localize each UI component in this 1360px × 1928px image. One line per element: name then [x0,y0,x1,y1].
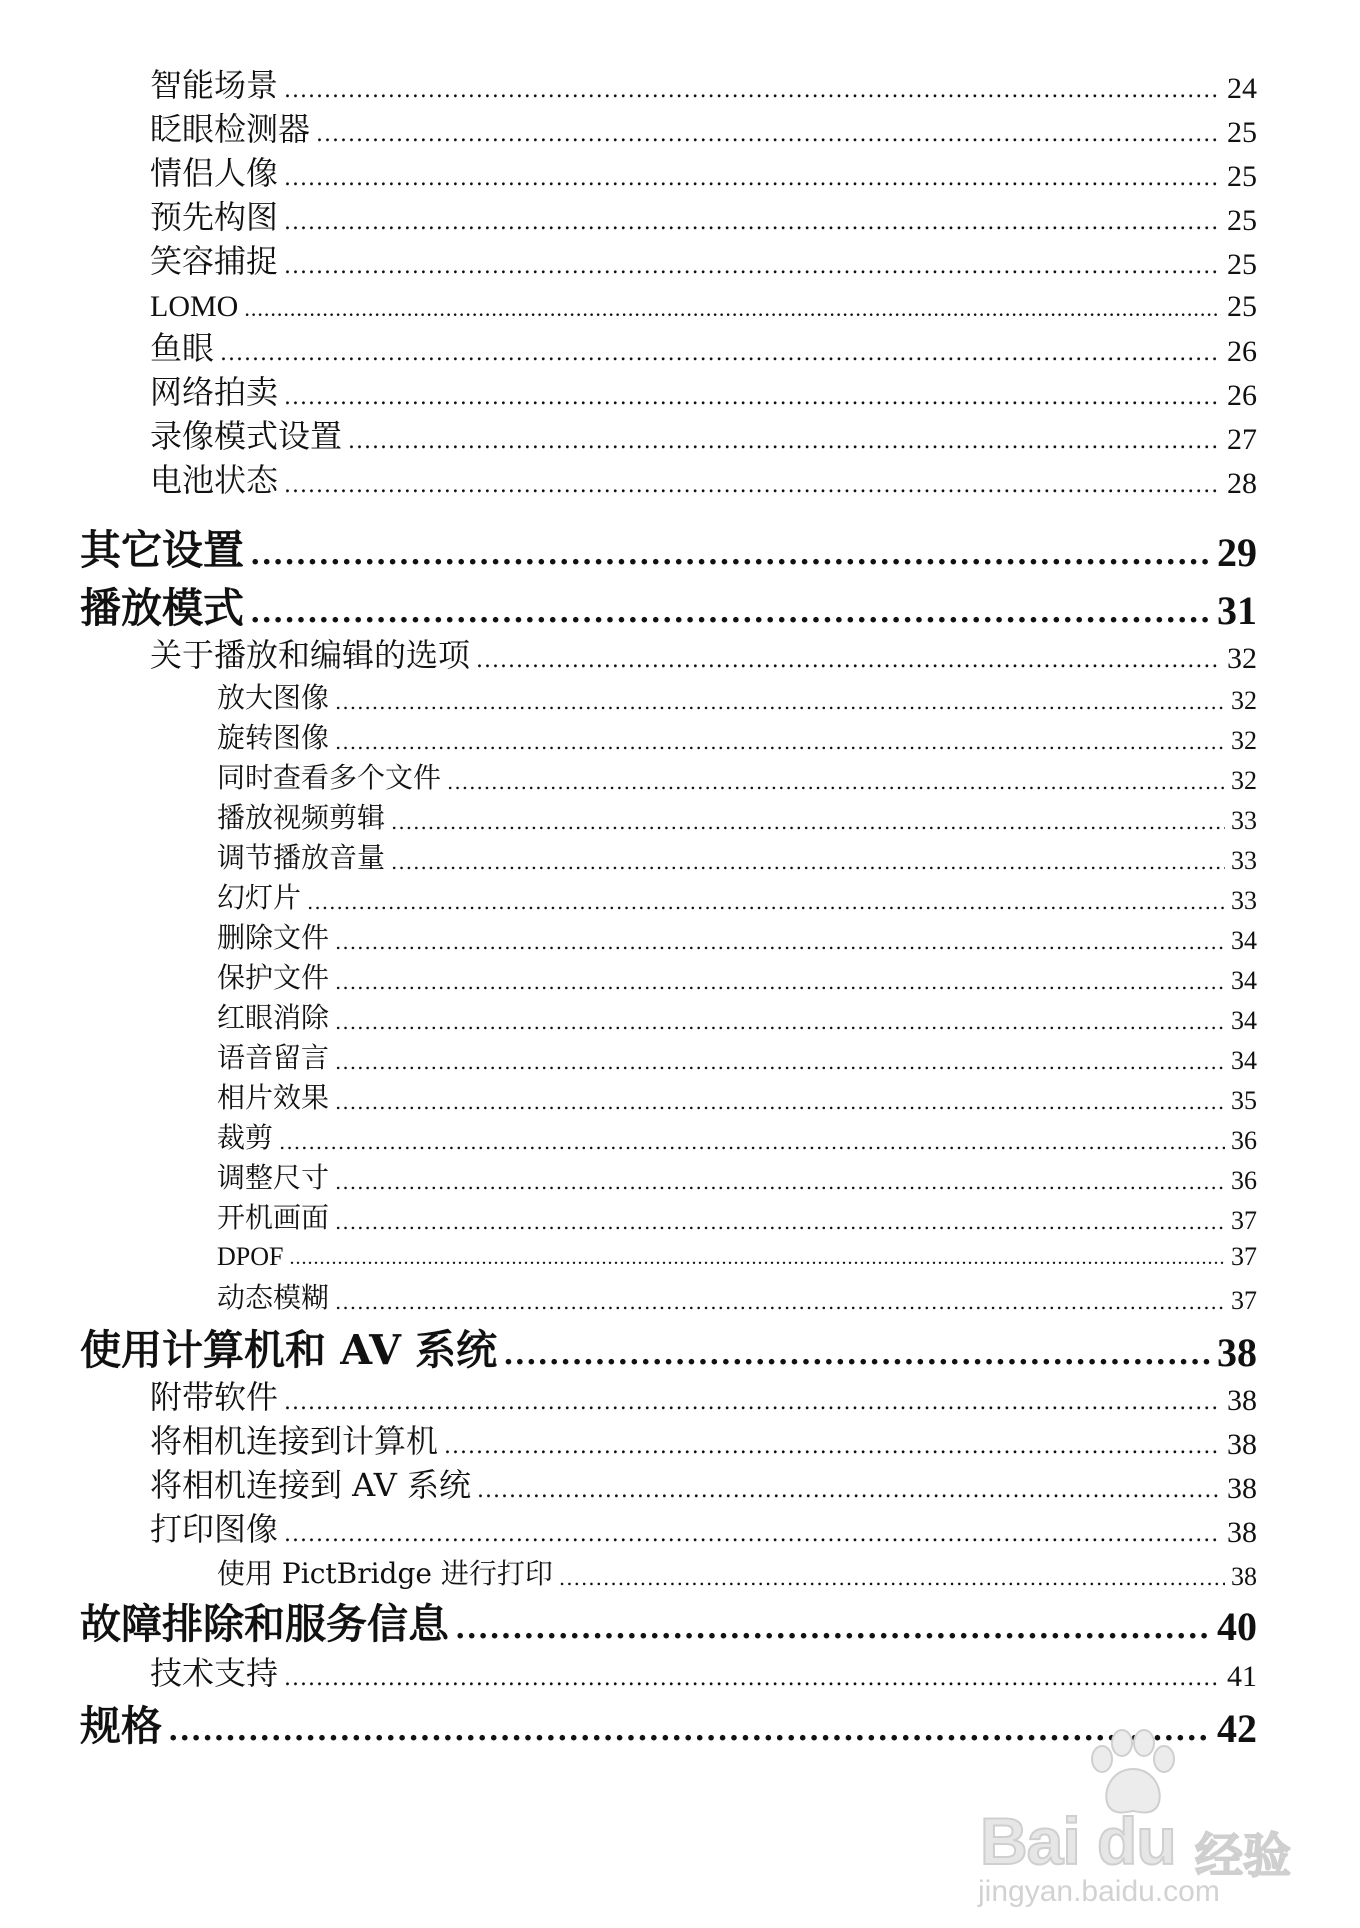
toc-entry-page: 25 [1227,290,1257,323]
toc-entry-title: 录像模式设置 [150,417,343,455]
toc-entry[interactable] [150,62,1257,106]
toc-chapter-page: 31 [1217,588,1257,633]
dot-leader [335,1012,1225,1036]
toc-subentry-page: 36 [1231,1166,1257,1195]
dot-leader [250,540,1211,576]
toc-entry[interactable] [150,632,1257,676]
toc-entry-title: 网络拍卖 [150,373,279,411]
dot-leader [447,772,1225,796]
dot-leader [284,212,1221,238]
toc-entry-title: 眨眼检测器 [150,110,311,148]
toc-subentry-page: 32 [1231,686,1257,715]
toc-entry-title: 技术支持 [150,1654,279,1692]
toc-chapter-page: 42 [1217,1706,1257,1751]
toc-entry-title: 关于播放和编辑的选项 [150,636,471,674]
toc-entry-title: 智能场景 [150,66,279,104]
dot-leader [284,1524,1221,1550]
toc-chapter-title: 规格 [80,1702,162,1750]
dot-leader [335,1172,1225,1196]
dot-leader [391,812,1225,836]
dot-leader [476,650,1221,676]
toc-entry-page: 25 [1227,160,1257,193]
dot-leader [284,387,1221,413]
toc-entry[interactable] [150,457,1257,501]
toc-entry-page: 24 [1227,72,1257,105]
toc-subentry-title: 开机画面 [217,1201,330,1234]
toc-subentry[interactable] [217,836,1257,876]
dot-leader [391,852,1225,876]
toc-subentry-title: 旋转图像 [217,721,330,754]
toc-subentry-title: 动态模糊 [217,1281,330,1314]
toc-entry-page: 26 [1227,379,1257,412]
toc-entry-title: LOMO [150,290,239,323]
toc-entry[interactable] [150,369,1257,413]
toc-subentry-page: 32 [1231,726,1257,755]
toc-entry-page: 32 [1227,642,1257,675]
toc-entry[interactable] [150,106,1257,150]
dot-leader [244,298,1221,324]
toc-subentry-title: 语音留言 [217,1041,330,1074]
toc-entry-page: 25 [1227,204,1257,237]
dot-leader [316,124,1221,150]
baidu-jingyan-watermark [960,1725,1300,1915]
toc-subentry-page: 36 [1231,1126,1257,1155]
dot-leader [503,1340,1211,1376]
toc-subentry-title: 红眼消除 [217,1001,330,1034]
toc-entry-title: 打印图像 [150,1510,279,1548]
toc-subentry[interactable] [217,1196,1257,1236]
toc-subentry-page: 34 [1231,926,1257,955]
toc-subentry[interactable] [217,716,1257,756]
dot-leader [284,256,1221,282]
toc-subentry-page: 34 [1231,1006,1257,1035]
dot-leader [444,1436,1221,1462]
toc-subentry[interactable] [217,1232,1257,1272]
toc-chapter[interactable] [80,1320,1257,1376]
toc-subentry-title: 使用 PictBridge 进行打印 [217,1557,553,1590]
toc-subentry-title: DPOF [217,1242,284,1271]
toc-subentry-page: 32 [1231,766,1257,795]
dot-leader [348,431,1221,457]
toc-subentry[interactable] [217,876,1257,916]
toc-entry-page: 38 [1227,1384,1257,1417]
toc-entry-page: 26 [1227,335,1257,368]
toc-entry[interactable] [150,413,1257,457]
dot-leader [335,972,1225,996]
toc-subentry-page: 33 [1231,846,1257,875]
watermark-product: 经验 [1195,1828,1292,1884]
toc-subentry[interactable] [217,1076,1257,1116]
dot-leader [335,732,1225,756]
toc-entry-page: 25 [1227,248,1257,281]
toc-entry-page: 41 [1227,1660,1257,1693]
toc-entry-page: 38 [1227,1472,1257,1505]
toc-subentry[interactable] [217,956,1257,996]
toc-subentry[interactable] [217,756,1257,796]
toc-subentry-title: 删除文件 [217,921,330,954]
toc-subentry-page: 33 [1231,806,1257,835]
toc-entry-title: 情侣人像 [150,154,279,192]
toc-subentry-title: 相片效果 [217,1081,330,1114]
toc-subentry-title: 幻灯片 [217,881,302,914]
toc-subentry-title: 调节播放音量 [217,841,386,874]
toc-entry[interactable] [150,325,1257,369]
toc-entry[interactable] [150,238,1257,282]
toc-entry-page: 28 [1227,467,1257,500]
toc-subentry-page: 37 [1231,1286,1257,1315]
toc-entry-title: 将相机连接到 AV 系统 [150,1466,471,1504]
toc-subentry-page: 33 [1231,886,1257,915]
toc-entry-title: 笑容捕捉 [150,242,279,280]
toc-subentry[interactable] [217,796,1257,836]
toc-entry[interactable] [150,1374,1257,1418]
toc-chapter[interactable] [80,578,1257,634]
toc-entry[interactable] [150,280,1257,324]
toc-entry-page: 25 [1227,116,1257,149]
toc-subentry-page: 35 [1231,1086,1257,1115]
dot-leader [279,1132,1225,1156]
toc-subentry-title: 播放视频剪辑 [217,801,386,834]
dot-leader [284,168,1221,194]
toc-chapter-title: 故障排除和服务信息 [80,1600,449,1648]
toc-subentry[interactable] [217,1276,1257,1316]
dot-leader [284,80,1221,106]
toc-subentry-title: 保护文件 [217,961,330,994]
toc-entry-title: 将相机连接到计算机 [150,1422,439,1460]
dot-leader [284,1668,1221,1694]
toc-entry[interactable] [150,150,1257,194]
toc-entry[interactable] [150,1650,1257,1694]
toc-subentry-page: 38 [1231,1562,1257,1591]
toc-subentry-title: 裁剪 [217,1121,274,1154]
toc-subentry[interactable] [217,1116,1257,1156]
toc-entry-page: 38 [1227,1428,1257,1461]
toc-entry-title: 电池状态 [150,461,279,499]
dot-leader [284,1392,1221,1418]
dot-leader [477,1480,1221,1506]
toc-entry-title: 预先构图 [150,198,279,236]
toc-subentry-page: 34 [1231,966,1257,995]
toc-chapter-title: 使用计算机和 AV 系统 [80,1326,498,1374]
dot-leader [220,343,1221,369]
toc-subentry-title: 调整尺寸 [217,1161,330,1194]
toc-entry-title: 鱼眼 [150,329,215,367]
dot-leader [250,598,1211,634]
toc-subentry-page: 37 [1231,1242,1257,1271]
dot-leader [284,475,1221,501]
toc-chapter-title: 其它设置 [80,526,244,574]
toc-entry-page: 38 [1227,1516,1257,1549]
toc-chapter-title: 播放模式 [80,584,244,632]
toc-entry[interactable] [150,1418,1257,1462]
toc-chapter-page: 29 [1217,530,1257,575]
toc-subentry-page: 34 [1231,1046,1257,1075]
toc-entry[interactable] [150,194,1257,238]
dot-leader [559,1568,1225,1592]
dot-leader [307,892,1225,916]
dot-leader [335,1052,1225,1076]
toc-entry[interactable] [150,1506,1257,1550]
toc-chapter[interactable] [80,1594,1257,1650]
toc-entry-title: 附带软件 [150,1378,279,1416]
toc-subentry-title: 放大图像 [217,681,330,714]
watermark-url: jingyan.baidu.com [978,1875,1220,1908]
toc-subentry[interactable] [217,676,1257,716]
dot-leader [335,1092,1225,1116]
toc-subentry[interactable] [217,916,1257,956]
toc-subentry-page: 37 [1231,1206,1257,1235]
toc-chapter-page: 40 [1217,1604,1257,1649]
toc-entry-page: 27 [1227,423,1257,456]
watermark-brand: Bai du [980,1804,1176,1878]
dot-leader [289,1248,1225,1272]
dot-leader [455,1614,1211,1650]
dot-leader [335,932,1225,956]
toc-subentry[interactable] [217,1552,1257,1592]
toc-subentry[interactable] [217,1156,1257,1196]
dot-leader [335,1292,1225,1316]
toc-subentry[interactable] [217,996,1257,1036]
toc-subentry-title: 同时查看多个文件 [217,761,442,794]
toc-entry[interactable] [150,1462,1257,1506]
toc-subentry[interactable] [217,1036,1257,1076]
dot-leader [335,692,1225,716]
toc-chapter-page: 38 [1217,1330,1257,1375]
toc-chapter[interactable] [80,520,1257,576]
